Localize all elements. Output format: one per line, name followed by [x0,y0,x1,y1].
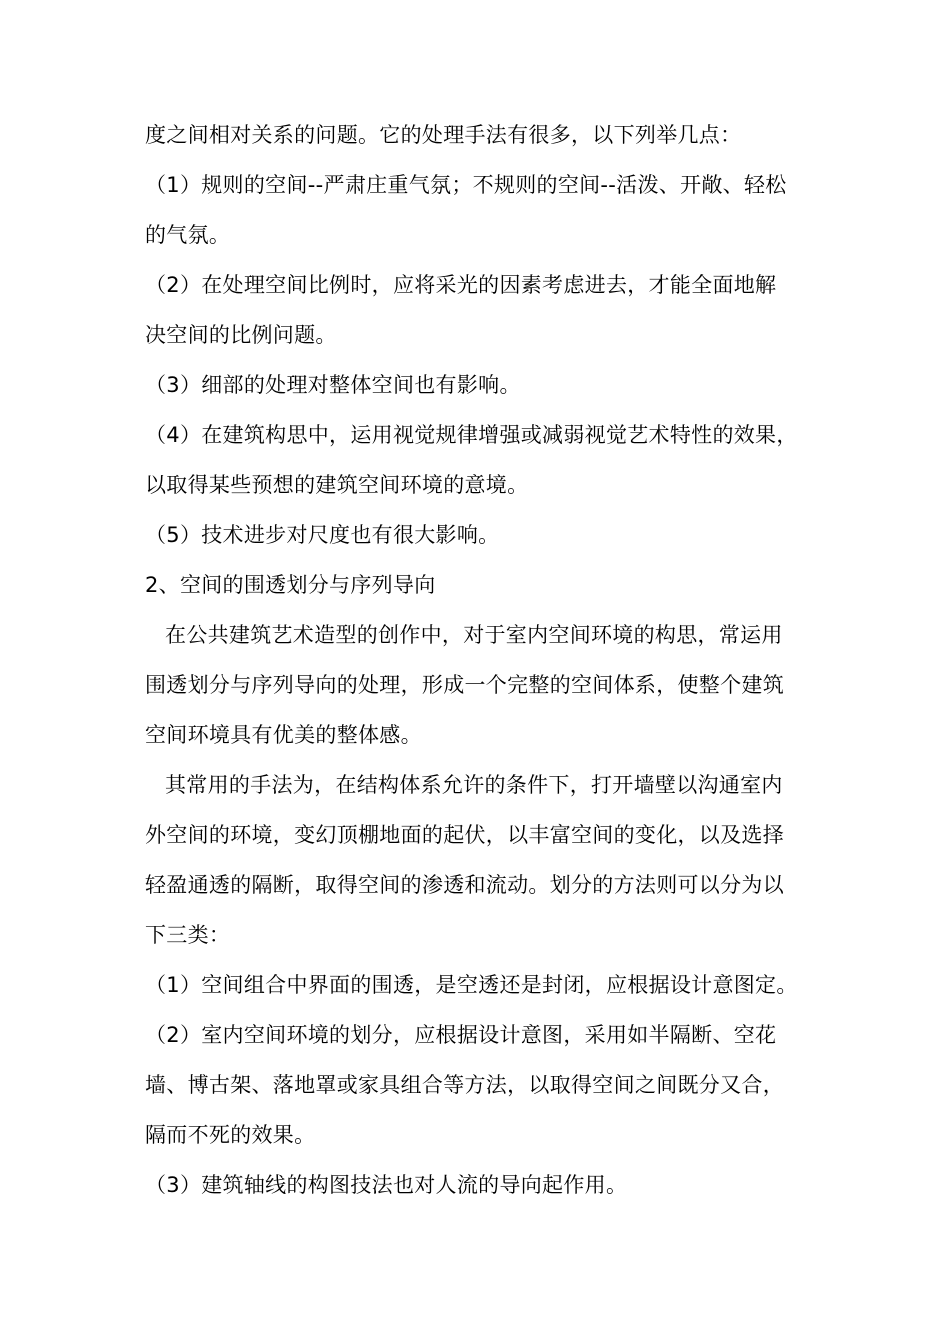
text-line: 隔而不死的效果。 [145,1123,316,1147]
text-line: 围透划分与序列导向的处理，形成一个完整的空间体系，使整个建筑 [145,673,784,697]
text-line: 墙、博古架、落地罩或家具组合等方法，以取得空间之间既分又合， [145,1073,784,1097]
text-line: 的气氛。 [145,223,231,247]
text-line: 以取得某些预想的建筑空间环境的意境。 [145,473,529,497]
text-line: （1）规则的空间--严肃庄重气氛；不规则的空间--活泼、开敞、轻松 [145,173,787,197]
text-line: 轻盈通透的隔断，取得空间的渗透和流动。划分的方法则可以分为以 [145,873,784,897]
text-line: （2）在处理空间比例时，应将采光的因素考虑进去，才能全面地解 [145,273,777,297]
text-line: （5）技术进步对尺度也有很大影响。 [145,523,500,547]
text-line: 度之间相对关系的问题。它的处理手法有很多，以下列举几点： [145,123,742,147]
text-line: （4）在建筑构思中，运用视觉规律增强或减弱视觉艺术特性的效果， [145,423,798,447]
text-line: （3）建筑轴线的构图技法也对人流的导向起作用。 [145,1173,628,1197]
text-line: （2）室内空间环境的划分，应根据设计意图，采用如半隔断、空花 [145,1023,777,1047]
text-line: 下三类： [145,923,231,947]
text-line: （3）细部的处理对整体空间也有影响。 [145,373,521,397]
text-line: 外空间的环境，变幻顶棚地面的起伏，以丰富空间的变化，以及选择 [145,823,784,847]
section-heading: 2、空间的围透划分与序列导向 [145,573,436,597]
text-line: 空间环境具有优美的整体感。 [145,723,422,747]
text-line: 决空间的比例问题。 [145,323,337,347]
text-line: （1）空间组合中界面的围透，是空透还是封闭，应根据设计意图定。 [145,973,798,997]
text-line: 其常用的手法为，在结构体系允许的条件下，打开墙壁以沟通室内 [165,773,783,797]
text-line: 在公共建筑艺术造型的创作中，对于室内空间环境的构思，常运用 [165,623,783,647]
